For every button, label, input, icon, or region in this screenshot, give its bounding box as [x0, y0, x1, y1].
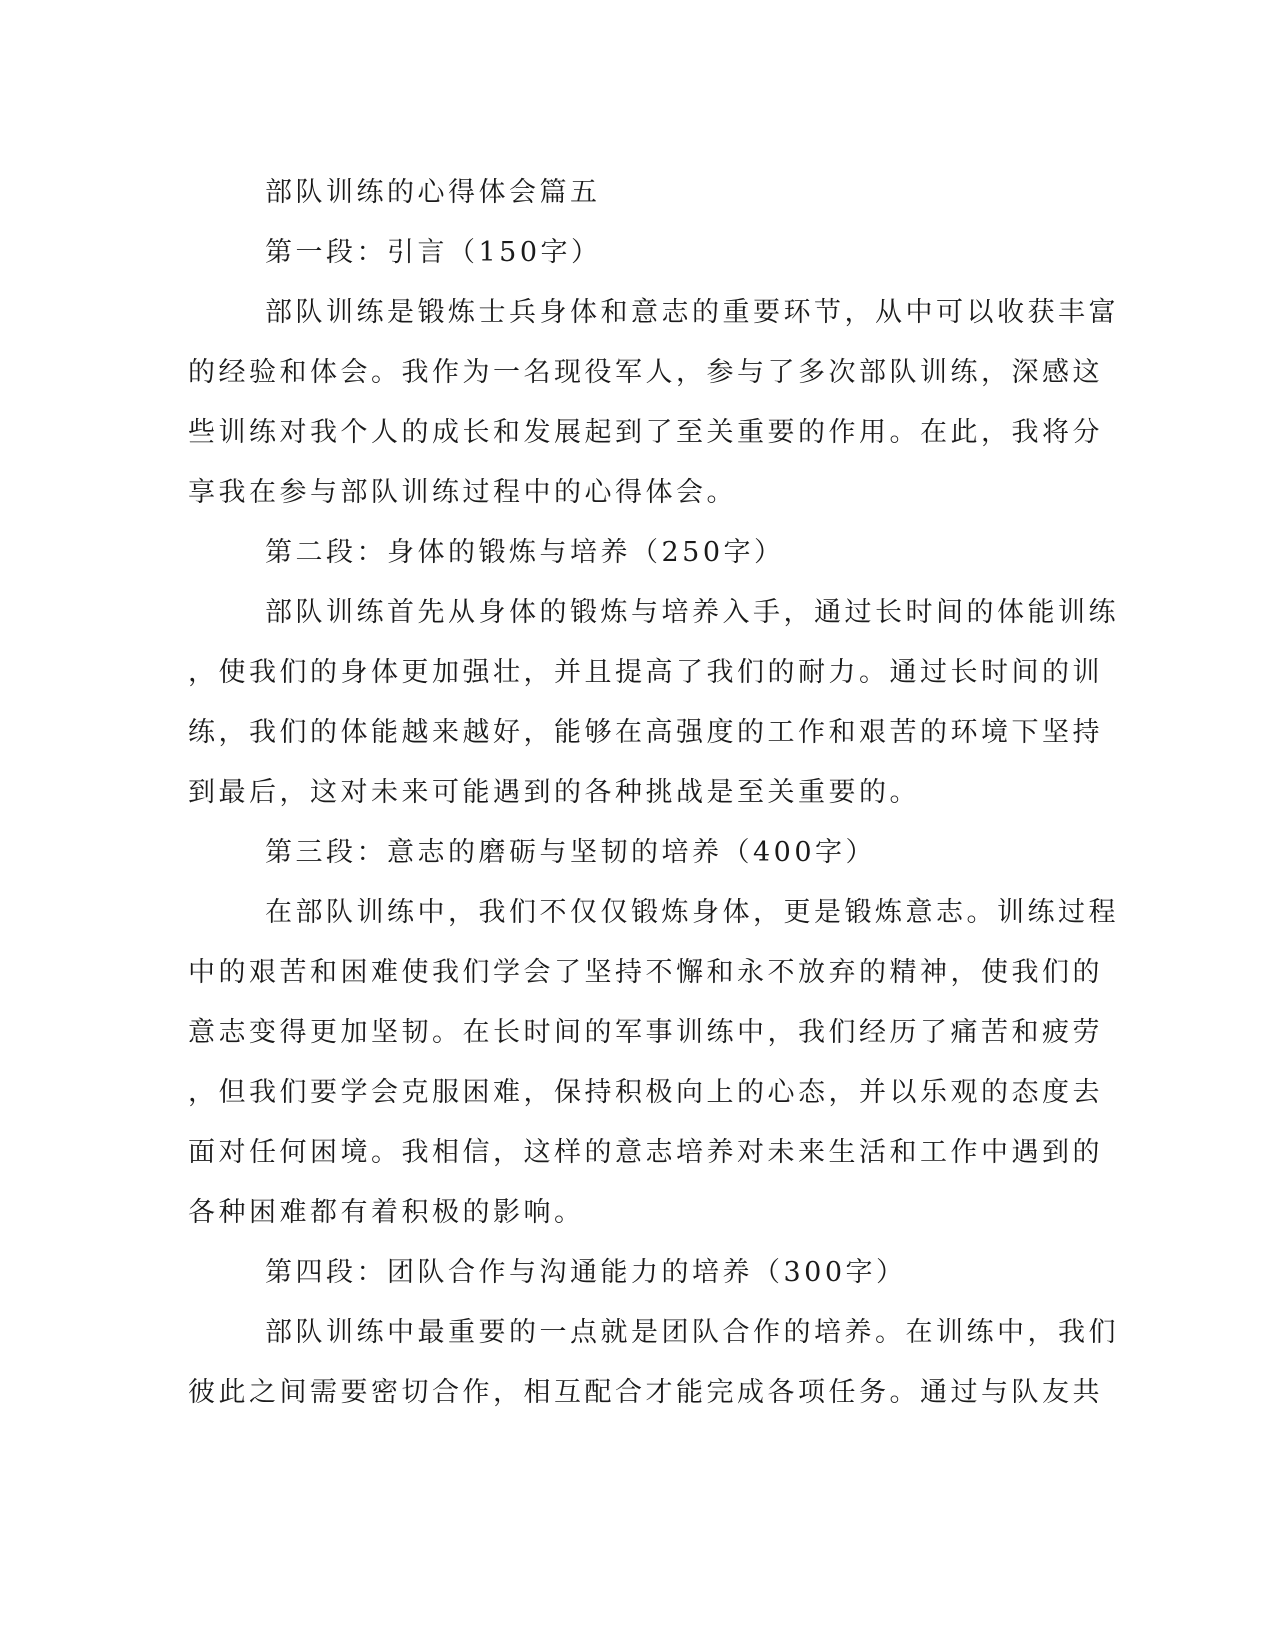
text-line: 的经验和体会。我作为一名现役军人，参与了多次部队训练，深感这 [188, 357, 1103, 388]
text-line: 在部队训练中，我们不仅仅锻炼身体，更是锻炼意志。训练过程 [265, 897, 1119, 928]
text-line: 彼此之间需要密切合作，相互配合才能完成各项任务。通过与队友共 [188, 1377, 1103, 1408]
text-line: 第二段：身体的锻炼与培养（250字） [265, 537, 785, 568]
text-line: 各种困难都有着积极的影响。 [188, 1197, 585, 1228]
text-line: 练，我们的体能越来越好，能够在高强度的工作和艰苦的环境下坚持 [188, 717, 1103, 748]
text-line: 意志变得更加坚韧。在长时间的军事训练中，我们经历了痛苦和疲劳 [188, 1017, 1103, 1048]
text-line: 中的艰苦和困难使我们学会了坚持不懈和永不放弃的精神，使我们的 [188, 957, 1103, 988]
text-line: 第一段：引言（150字） [265, 237, 602, 268]
text-line: 第三段：意志的磨砺与坚韧的培养（400字） [265, 837, 877, 868]
text-line: 部队训练首先从身体的锻炼与培养入手，通过长时间的体能训练 [265, 597, 1119, 628]
text-line: 些训练对我个人的成长和发展起到了至关重要的作用。在此，我将分 [188, 417, 1103, 448]
document-lines [188, 223, 1119, 1423]
text-line: 部队训练是锻炼士兵身体和意志的重要环节，从中可以收获丰富 [265, 297, 1119, 328]
text-line: 到最后，这对未来可能遇到的各种挑战是至关重要的。 [188, 777, 920, 808]
text-line: ，但我们要学会克服困难，保持积极向上的心态，并以乐观的态度去 [188, 1077, 1103, 1108]
document-body [188, 163, 1119, 1423]
text-line: 享我在参与部队训练过程中的心得体会。 [188, 477, 737, 508]
document-title: 部队训练的心得体会篇五 [265, 177, 601, 208]
text-line: 面对任何困境。我相信，这样的意志培养对未来生活和工作中遇到的 [188, 1137, 1103, 1168]
text-line: 部队训练中最重要的一点就是团队合作的培养。在训练中，我们 [265, 1317, 1119, 1348]
text-line: 第四段：团队合作与沟通能力的培养（300字） [265, 1257, 907, 1288]
text-line: ，使我们的身体更加强壮，并且提高了我们的耐力。通过长时间的训 [188, 657, 1103, 688]
